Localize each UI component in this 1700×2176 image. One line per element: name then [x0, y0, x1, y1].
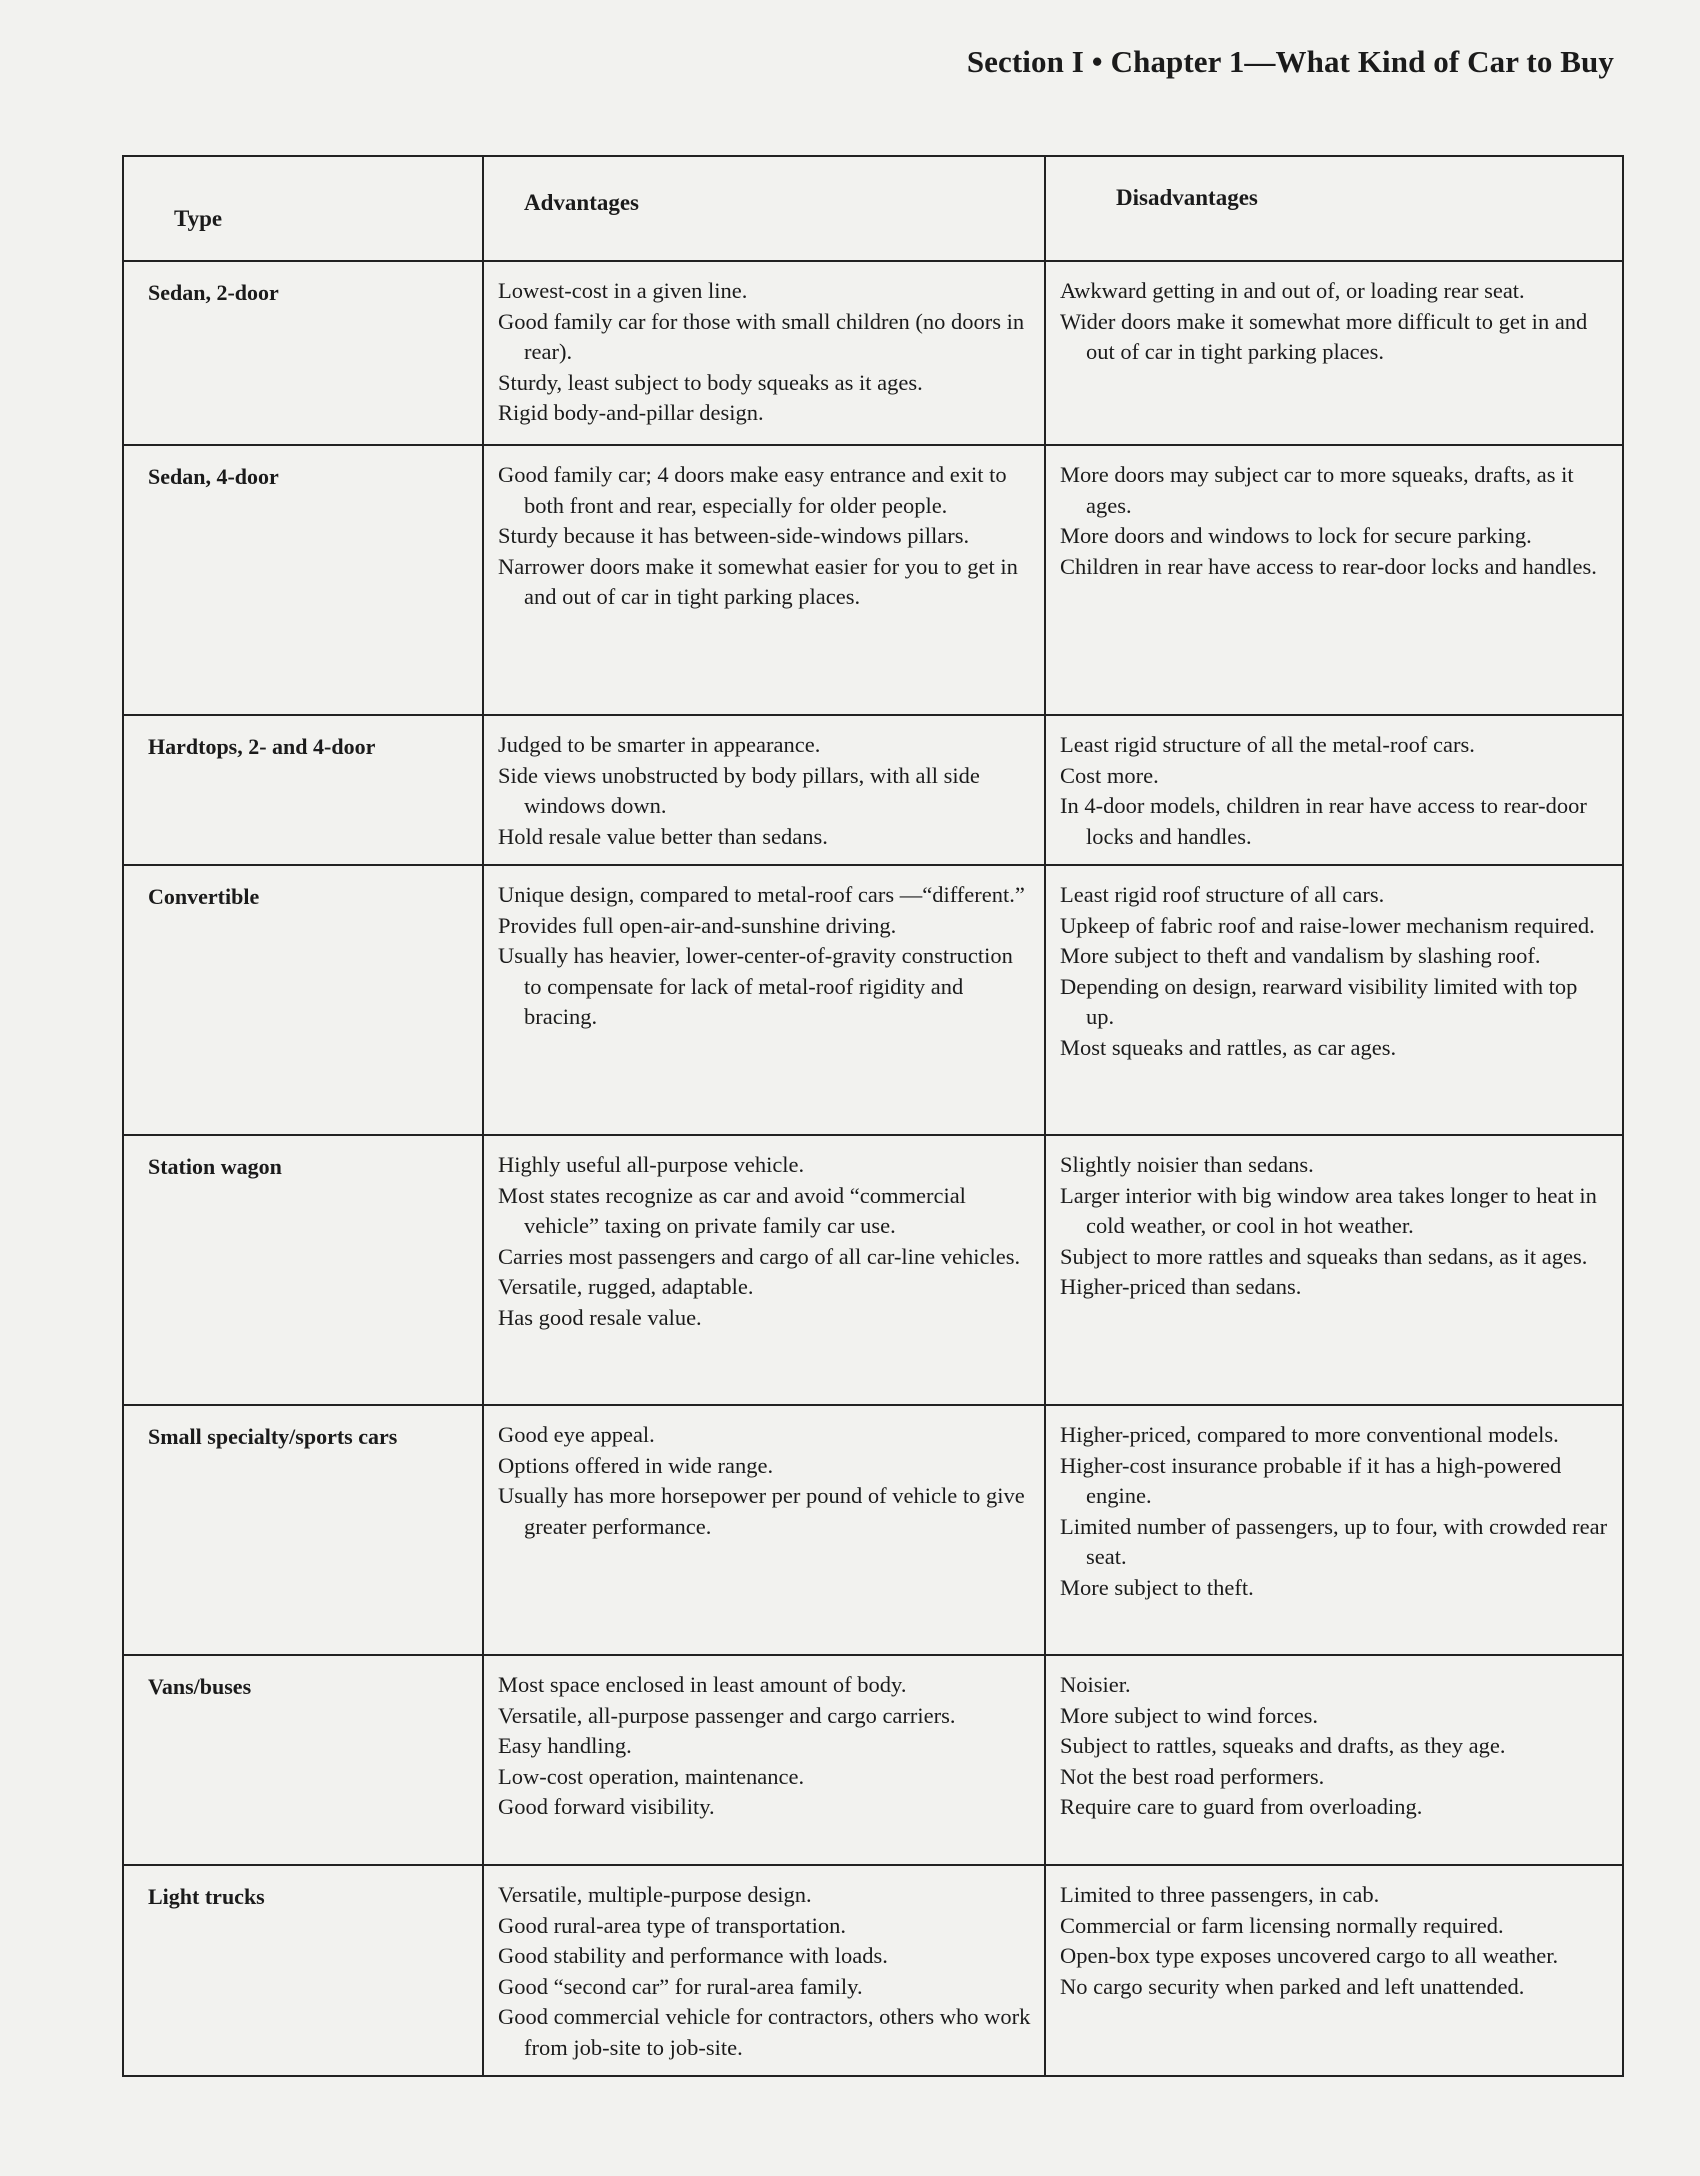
- column-header-disadvantages: Disadvantages: [1045, 156, 1623, 261]
- disadvantages-list: [1060, 880, 1610, 1063]
- advantage-item: Good stability and performance with loads.: [498, 1943, 888, 1968]
- table-row: [123, 261, 1623, 445]
- advantages-list: [498, 1420, 1032, 1542]
- disadvantages-list: [1060, 1670, 1610, 1823]
- advantages-list: [498, 460, 1032, 613]
- table-row: [123, 1865, 1623, 2076]
- disadvantage-item: Least rigid structure of all the metal-roof cars.: [1060, 732, 1475, 757]
- disadvantage-item: In 4-door models, children in rear have access to rear-door locks and handles.: [1060, 793, 1587, 849]
- disadvantages-cell: [1045, 865, 1623, 1135]
- disadvantage-item: Noisier.: [1060, 1672, 1131, 1697]
- page-header-title: Section I • Chapter 1—What Kind of Car to Buy: [966, 44, 1614, 79]
- disadvantage-item: Higher-priced, compared to more conventional models.: [1060, 1422, 1559, 1447]
- advantage-item: Judged to be smarter in appearance.: [498, 732, 821, 757]
- advantage-item: Unique design, compared to metal-roof cars —“different.”: [498, 882, 1025, 907]
- disadvantages-list: [1060, 1420, 1610, 1603]
- advantage-item: Highly useful all-purpose vehicle.: [498, 1152, 805, 1177]
- table-row: [123, 1655, 1623, 1865]
- table-row: [123, 1135, 1623, 1405]
- advantage-item: Good commercial vehicle for contractors, others who work from job-site to job-site.: [498, 2004, 1031, 2060]
- disadvantage-item: Require care to guard from overloading.: [1060, 1794, 1423, 1819]
- advantage-item: Good “second car” for rural-area family.: [498, 1973, 863, 1999]
- vehicle-type-cell: Light trucks: [123, 1865, 483, 2076]
- advantages-list: [498, 1670, 1032, 1823]
- column-header-type: Type: [123, 156, 483, 261]
- car-type-comparison-table: [122, 155, 1624, 2077]
- disadvantages-cell: [1045, 445, 1623, 715]
- disadvantages-cell: [1045, 1655, 1623, 1865]
- disadvantages-list: [1060, 276, 1610, 368]
- table-row: [123, 865, 1623, 1135]
- disadvantage-item: No cargo security when parked and left unattended.: [1060, 1973, 1525, 1999]
- disadvantage-item: More subject to theft.: [1060, 1574, 1254, 1600]
- advantage-item: Most space enclosed in least amount of body.: [498, 1672, 907, 1697]
- disadvantage-item: Not the best road performers.: [1060, 1763, 1325, 1789]
- advantage-item: Has good resale value.: [498, 1304, 702, 1330]
- disadvantage-item: Subject to rattles, squeaks and drafts, as they age.: [1060, 1733, 1506, 1758]
- advantage-item: Usually has more horsepower per pound of vehicle to give greater performance.: [498, 1483, 1025, 1539]
- disadvantages-list: [1060, 460, 1610, 582]
- disadvantage-item: Higher-cost insurance probable if it has a high-powered engine.: [1060, 1452, 1562, 1508]
- disadvantage-item: Higher-priced than sedans.: [1060, 1274, 1302, 1299]
- advantages-list: [498, 880, 1032, 1033]
- advantage-item: Good rural-area type of transportation.: [498, 1912, 846, 1938]
- vehicle-type-cell: Convertible: [123, 865, 483, 1135]
- advantage-item: Sturdy, least subject to body squeaks as it ages.: [498, 369, 923, 395]
- disadvantage-item: Limited number of passengers, up to four, with crowded rear seat.: [1060, 1513, 1608, 1569]
- advantages-cell: [483, 1135, 1045, 1405]
- disadvantages-list: [1060, 1150, 1610, 1303]
- disadvantages-cell: [1045, 1135, 1623, 1405]
- table-row: [123, 1405, 1623, 1655]
- advantages-cell: [483, 1405, 1045, 1655]
- disadvantage-item: Least rigid roof structure of all cars.: [1060, 882, 1385, 907]
- advantage-item: Versatile, rugged, adaptable.: [498, 1274, 754, 1299]
- advantage-item: Rigid body-and-pillar design.: [498, 400, 764, 425]
- table-body: [123, 261, 1623, 2076]
- column-header-advantages: Advantages: [483, 156, 1045, 261]
- advantage-item: Low-cost operation, maintenance.: [498, 1763, 805, 1789]
- disadvantage-item: Cost more.: [1060, 762, 1159, 788]
- disadvantage-item: Children in rear have access to rear-door locks and handles.: [1060, 553, 1597, 579]
- advantage-item: Side views unobstructed by body pillars, with all side windows down.: [498, 762, 980, 818]
- table-header-row: [123, 156, 1623, 261]
- advantages-cell: [483, 865, 1045, 1135]
- advantages-list: [498, 276, 1032, 429]
- advantages-list: [498, 1880, 1032, 2063]
- advantage-item: Good forward visibility.: [498, 1794, 715, 1819]
- vehicle-type-cell: Sedan, 4-door: [123, 445, 483, 715]
- disadvantage-item: Awkward getting in and out of, or loading rear seat.: [1060, 278, 1525, 303]
- disadvantage-item: Wider doors make it somewhat more difficult to get in and out of car in tight parking places.: [1060, 308, 1588, 364]
- disadvantage-item: Limited to three passengers, in cab.: [1060, 1882, 1380, 1907]
- disadvantage-item: More subject to wind forces.: [1060, 1702, 1319, 1728]
- disadvantage-item: Slightly noisier than sedans.: [1060, 1152, 1314, 1177]
- disadvantage-item: More doors and windows to lock for secure parking.: [1060, 523, 1532, 548]
- disadvantages-cell: [1045, 1865, 1623, 2076]
- advantage-item: Options offered in wide range.: [498, 1452, 774, 1478]
- vehicle-type-cell: Station wagon: [123, 1135, 483, 1405]
- vehicle-type-cell: Vans/buses: [123, 1655, 483, 1865]
- disadvantage-item: Depending on design, rearward visibility limited with top up.: [1060, 973, 1578, 1029]
- advantage-item: Narrower doors make it somewhat easier for you to get in and out of car in tight parking places.: [498, 553, 1018, 609]
- disadvantage-item: Subject to more rattles and squeaks than sedans, as it ages.: [1060, 1243, 1588, 1269]
- advantages-list: [498, 1150, 1032, 1333]
- advantage-item: Hold resale value better than sedans.: [498, 823, 828, 849]
- advantage-item: Lowest-cost in a given line.: [498, 278, 748, 303]
- advantage-item: Carries most passengers and cargo of all car-line vehicles.: [498, 1243, 1021, 1269]
- advantages-cell: [483, 1655, 1045, 1865]
- advantage-item: Good eye appeal.: [498, 1422, 655, 1447]
- advantage-item: Most states recognize as car and avoid “commercial vehicle” taxing on private family car use.: [498, 1182, 966, 1238]
- disadvantage-item: Upkeep of fabric roof and raise-lower mechanism required.: [1060, 912, 1595, 938]
- disadvantage-item: Most squeaks and rattles, as car ages.: [1060, 1034, 1397, 1060]
- vehicle-type-cell: Hardtops, 2- and 4-door: [123, 715, 483, 865]
- disadvantages-cell: [1045, 261, 1623, 445]
- advantage-item: Good family car; 4 doors make easy entrance and exit to both front and rear, especially for older people.: [498, 462, 1007, 518]
- advantages-cell: [483, 445, 1045, 715]
- advantage-item: Easy handling.: [498, 1733, 632, 1758]
- disadvantages-list: [1060, 730, 1610, 852]
- disadvantage-item: More subject to theft and vandalism by slashing roof.: [1060, 943, 1541, 968]
- advantage-item: Usually has heavier, lower-center-of-gravity construction to compensate for lack of metal-roof rigidity and bracing.: [498, 943, 1013, 1029]
- advantages-list: [498, 730, 1032, 852]
- disadvantage-item: Commercial or farm licensing normally required.: [1060, 1912, 1504, 1938]
- advantage-item: Versatile, multiple-purpose design.: [498, 1882, 812, 1907]
- vehicle-type-cell: Small specialty/sports cars: [123, 1405, 483, 1655]
- table-row: [123, 445, 1623, 715]
- disadvantage-item: Larger interior with big window area takes longer to heat in cold weather, or cool in hot weather.: [1060, 1182, 1597, 1238]
- advantage-item: Good family car for those with small children (no doors in rear).: [498, 308, 1025, 364]
- table-row: [123, 715, 1623, 865]
- advantage-item: Versatile, all-purpose passenger and cargo carriers.: [498, 1702, 956, 1728]
- disadvantage-item: More doors may subject car to more squeaks, drafts, as it ages.: [1060, 462, 1574, 518]
- advantages-cell: [483, 1865, 1045, 2076]
- vehicle-type-cell: Sedan, 2-door: [123, 261, 483, 445]
- disadvantage-item: Open-box type exposes uncovered cargo to all weather.: [1060, 1943, 1559, 1968]
- advantages-cell: [483, 261, 1045, 445]
- disadvantages-cell: [1045, 715, 1623, 865]
- advantage-item: Sturdy because it has between-side-windows pillars.: [498, 523, 970, 548]
- disadvantages-cell: [1045, 1405, 1623, 1655]
- disadvantages-list: [1060, 1880, 1610, 2002]
- advantages-cell: [483, 715, 1045, 865]
- advantage-item: Provides full open-air-and-sunshine driving.: [498, 912, 897, 938]
